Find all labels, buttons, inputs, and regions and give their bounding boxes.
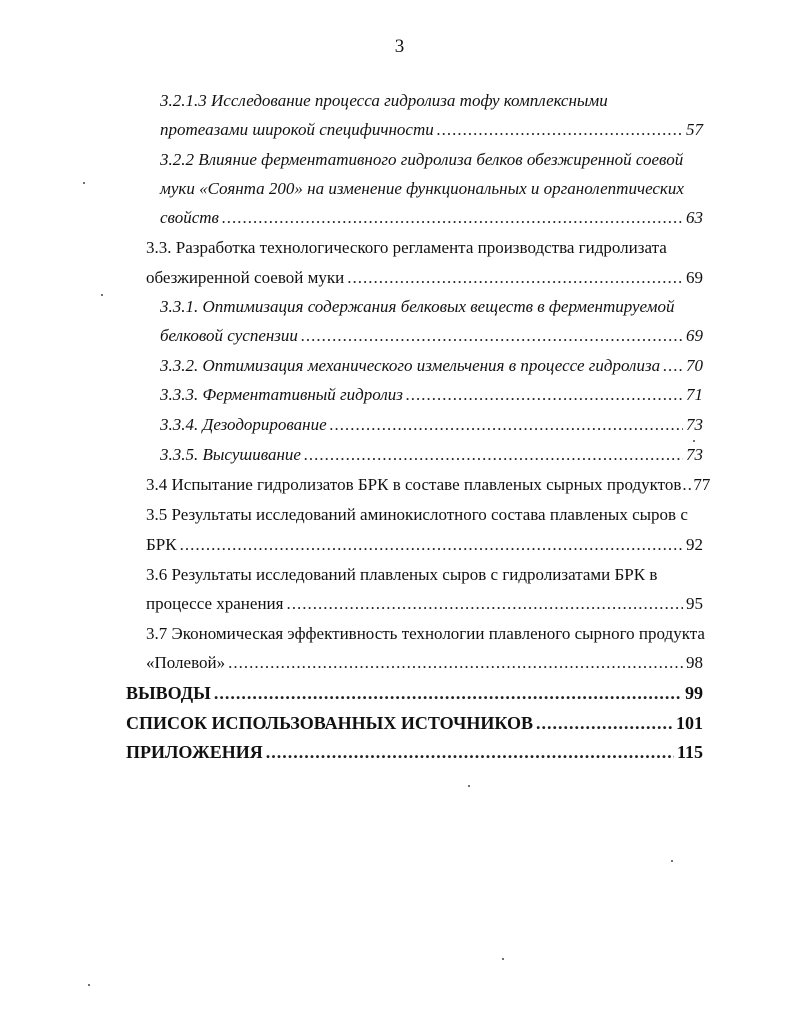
scan-speck — [468, 785, 470, 787]
toc-entry-3-6[interactable] — [146, 593, 703, 615]
toc-entry-title: свойств — [160, 208, 219, 227]
toc-entry-3-3-1-title: 3.3.1. Оптимизация содержания белковых веществ в ферментируемой — [160, 297, 675, 316]
toc-entry-3-3-2[interactable] — [160, 355, 703, 377]
dot-leader — [301, 325, 683, 347]
toc-page-number: 92 — [686, 535, 703, 554]
toc-entry-title: протеазами широкой специфичности — [160, 120, 434, 139]
toc-page-number: 73 — [686, 445, 703, 464]
dot-leader — [682, 474, 692, 496]
toc-page-number: 71 — [686, 385, 703, 404]
scan-speck — [83, 182, 85, 184]
toc-page-number: 98 — [686, 653, 703, 672]
dot-leader — [304, 444, 683, 466]
toc-entry-3-3-3[interactable] — [160, 384, 703, 406]
toc-entry-appendices[interactable] — [126, 741, 703, 763]
dot-leader — [222, 207, 683, 229]
dot-leader — [180, 534, 683, 556]
scan-speck — [693, 440, 695, 442]
toc-page-number: 70 — [686, 356, 703, 375]
scan-speck — [101, 294, 103, 296]
scan-speck — [88, 984, 90, 986]
toc-entry-3-5-title: 3.5 Результаты исследований аминокислотного состава плавленых сыров с — [146, 505, 688, 524]
toc-entry-3-7-title: 3.7 Экономическая эффективность технологии плавленого сырного продукта — [146, 624, 705, 643]
toc-entry-references[interactable] — [126, 712, 703, 734]
dot-leader — [347, 267, 683, 289]
toc-entry-3-3-5[interactable] — [160, 444, 703, 466]
toc-page-number: 57 — [686, 120, 703, 139]
toc-entry-3-2-2-title: 3.2.2 Влияние ферментативного гидролиза белков обезжиренной соевой — [160, 150, 684, 169]
toc-entry-3-2-2[interactable] — [160, 207, 703, 229]
toc-entry-title: БРК — [146, 535, 177, 554]
dot-leader — [228, 652, 683, 674]
toc-page-number: 115 — [676, 742, 703, 762]
toc-entry-title: СПИСОК ИСПОЛЬЗОВАННЫХ ИСТОЧНИКОВ — [126, 713, 533, 733]
toc-entry-3-2-1-3-title: 3.2.1.3 Исследование процесса гидролиза тофу комплексными — [160, 91, 608, 110]
toc-entry-3-3-4[interactable] — [160, 414, 703, 436]
toc-entry-title: белковой суспензии — [160, 326, 298, 345]
dot-leader — [536, 712, 673, 734]
toc-entry-title: «Полевой» — [146, 653, 226, 672]
toc-entry-3-2-1-3[interactable] — [160, 119, 703, 141]
toc-entry-title: 3.3.5. Высушивание — [160, 445, 301, 464]
toc-entry-title: 3.3.3. Ферментативный гидролиз — [160, 385, 403, 404]
toc-entry-3-6-title: 3.6 Результаты исследований плавленых сыров с гидролизатами БРК в — [146, 565, 658, 584]
toc-entry-title: 3.3.2. Оптимизация механического измельчения в процессе гидролиза — [160, 356, 661, 375]
toc-entry-conclusions[interactable] — [126, 682, 703, 704]
toc-page-number: 69 — [686, 268, 703, 287]
toc-entry-title: процессе хранения — [146, 594, 284, 613]
toc-entry-3-7[interactable] — [146, 652, 703, 674]
toc-page-number: 69 — [686, 326, 703, 345]
page-number: 3 — [394, 36, 405, 57]
scan-speck — [502, 958, 504, 960]
toc-page-number: 77 — [693, 475, 711, 494]
scan-speck — [671, 860, 673, 862]
toc-page-number: 73 — [686, 415, 703, 434]
toc-entry-3-4[interactable] — [146, 474, 711, 496]
dot-leader — [214, 682, 682, 704]
dot-leader — [266, 741, 674, 763]
dot-leader — [286, 593, 683, 615]
dot-leader — [437, 119, 683, 141]
dot-leader — [663, 355, 683, 377]
toc-entry-title: обезжиренной соевой муки — [146, 268, 345, 287]
toc-entry-title: ПРИЛОЖЕНИЯ — [126, 742, 263, 762]
dot-leader — [406, 384, 683, 406]
toc-entry-3-5[interactable] — [146, 534, 703, 556]
toc-entry-3-3-1[interactable] — [160, 325, 703, 347]
toc-entry-title: ВЫВОДЫ — [126, 683, 211, 703]
toc-entry-title: 3.3.4. Дезодорирование — [160, 415, 327, 434]
toc-page-number: 99 — [685, 683, 703, 703]
toc-entry-3-3-title: 3.3. Разработка технологического регламента производства гидролизата — [146, 238, 667, 257]
toc-page-number: 95 — [686, 594, 703, 613]
toc-entry-3-2-2-title-cont: муки «Соянта 200» на изменение функциональных и органолептических — [160, 179, 684, 198]
toc-entry-title: 3.4 Испытание гидролизатов БРК в составе плавленых сырных продуктов — [146, 475, 682, 494]
toc-entry-3-3[interactable] — [146, 267, 703, 289]
toc-page-number: 101 — [676, 713, 703, 733]
dot-leader — [330, 414, 683, 436]
toc-page-number: 63 — [686, 208, 703, 227]
